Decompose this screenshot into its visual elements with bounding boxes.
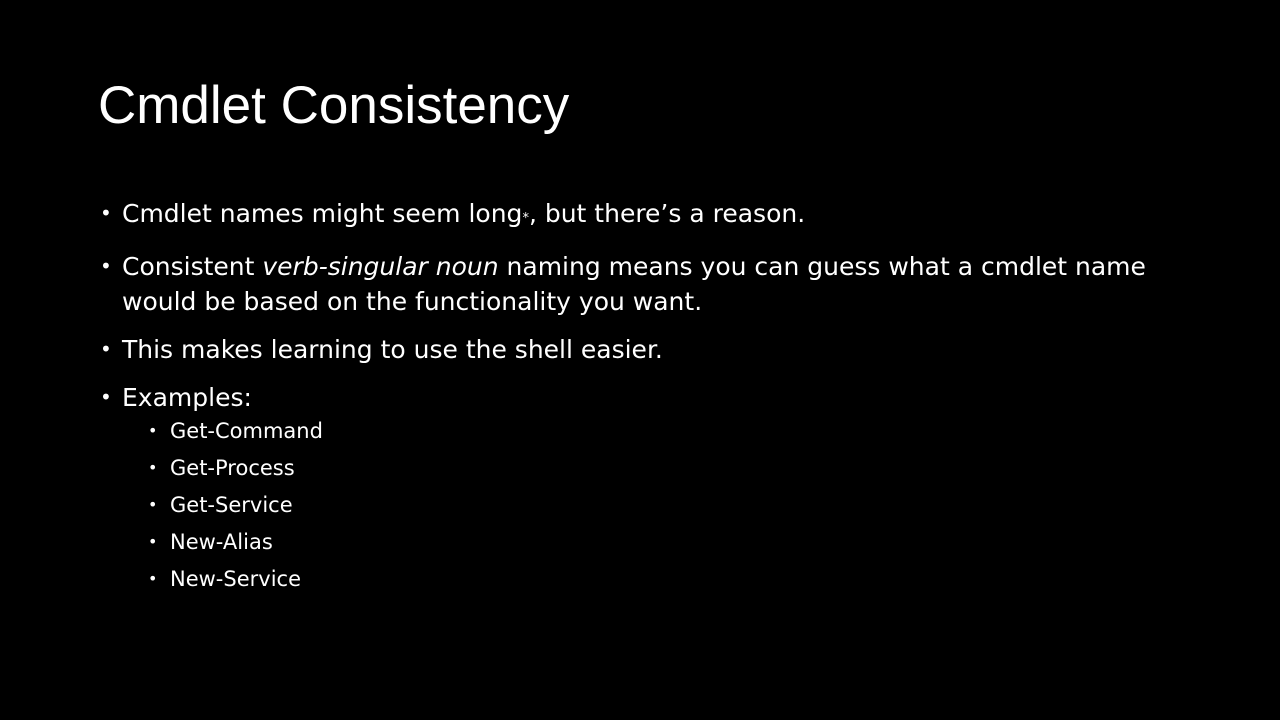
example-text: New-Alias [170,530,273,554]
bullet-text-end: naming means you can guess what a cmdlet name would be based on the functionality you want. [122,252,1146,316]
bullet-icon: • [100,201,112,225]
emphasized-term: verb-singular noun [262,252,499,281]
example-text: Get-Service [170,493,293,517]
sub-bullet-icon: • [148,421,158,440]
slide-title: Cmdlet Consistency [98,76,570,135]
example-item [148,491,1188,519]
bullet-icon: • [100,254,112,278]
bullet-text-end: , but there’s a reason. [528,199,806,228]
bullet-icon: • [100,385,112,409]
examples-list [122,417,1188,593]
bullet-text: This makes learning to use the shell easier. [122,335,663,364]
bullet-text-start: Cmdlet names might seem long [122,199,523,228]
sub-bullet-icon: • [148,532,158,551]
example-text: New-Service [170,567,301,591]
example-item [148,528,1188,556]
example-item [148,417,1188,445]
bullet-item [98,249,1188,319]
sub-bullet-icon: • [148,458,158,477]
bullet-item [98,196,1188,236]
bullet-text: Examples: [122,383,252,412]
footnote-marker: * [522,211,529,226]
example-item [148,454,1188,482]
bullet-item [98,332,1188,367]
example-text: Get-Command [170,419,323,443]
bullet-text [122,252,1146,316]
bullet-text-start: Consistent [122,252,263,281]
sub-bullet-icon: • [148,495,158,514]
bullet-list [98,196,1188,606]
sub-bullet-icon: • [148,569,158,588]
example-text: Get-Process [170,456,295,480]
bullet-text [122,199,805,228]
bullet-item [98,380,1188,593]
example-item [148,565,1188,593]
bullet-icon: • [100,337,112,361]
